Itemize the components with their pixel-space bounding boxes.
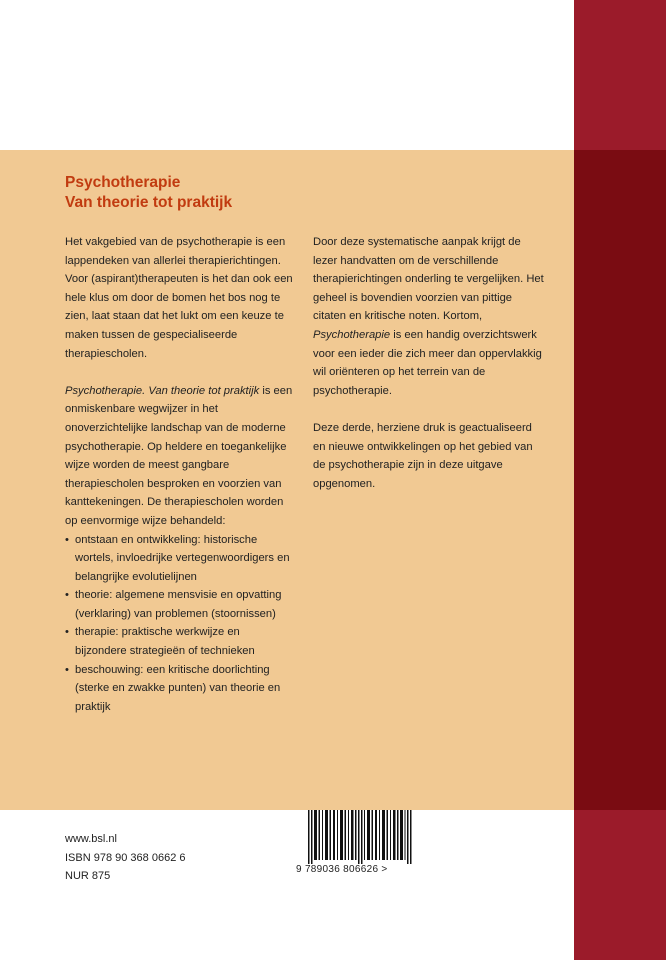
- top-white-area: [0, 0, 574, 150]
- spine-stripe-top: [574, 0, 666, 150]
- approach-paragraph: [313, 233, 545, 400]
- nur-text: NUR 875: [65, 870, 111, 883]
- list-item: [65, 586, 293, 623]
- publisher-info: [65, 830, 185, 886]
- bullet-icon: •: [65, 589, 69, 602]
- barcode-number: 9 789036 806626 >: [296, 864, 388, 875]
- bullet-icon: •: [65, 626, 69, 639]
- isbn-text: ISBN 978 90 368 0662 6: [65, 851, 186, 864]
- list-item-text: ontstaan en ontwikkeling: historische wortels, invloedrijke vertegenwoordigers en belangrijke evolutielijnen: [75, 533, 290, 583]
- description-title-italic: Psychotherapie. Van theorie tot praktijk: [65, 384, 260, 397]
- list-item: [65, 623, 293, 660]
- approach-title-italic: Psychotherapie: [313, 328, 391, 341]
- list-item-text: theorie: algemene mensvisie en opvatting (verklaring) van problemen (stoornissen): [75, 589, 282, 620]
- list-item-text: beschouwing: een kritische doorlichting (sterke en zwakke punten) van theorie en praktijk: [75, 663, 281, 713]
- right-column: [313, 233, 545, 493]
- approach-text-start: Door deze systematische aanpak krijgt de lezer handvatten om de verschillende therapierichtingen onderling te vergelijken. Het geheel is bovendien voorzien van pittige citaten en kritische noten. Kortom,: [313, 236, 544, 323]
- book-subtitle: Van theorie tot praktijk: [65, 194, 233, 211]
- book-title: Psychotherapie: [65, 174, 181, 191]
- edition-paragraph: Deze derde, herziene druk is geactualiseerd en nieuwe ontwikkelingen op het gebied van de psychotherapie zijn in deze uitgave opgenomen.: [313, 421, 533, 490]
- list-item: [65, 661, 293, 717]
- website-link[interactable]: www.bsl.nl: [65, 833, 117, 845]
- list-item: [65, 531, 293, 587]
- intro-paragraph: Het vakgebied van de psychotherapie is een lappendeken van allerlei therapierichtingen. Voor (aspirant)therapeuten is het dan ook een hele klus om door de bomen het bos nog te zien, laat staan dat het lukt om een keuze te maken tussen de gespecialiseerde therapiescholen.: [65, 236, 293, 360]
- description-paragraph: [65, 382, 293, 531]
- topics-list: [65, 531, 293, 717]
- description-text: is een onmiskenbare wegwijzer in het onoverzichtelijke landschap van de moderne psychotherapie. Op heldere en toegankelijke wijze worden de meest gangbare therapiescholen besproken en voorzien van kanttekeningen. De therapiescholen worden op eenvormige wijze behandeld:: [65, 384, 293, 527]
- bullet-icon: •: [65, 663, 69, 676]
- approach-text-end: is een handig overzichtswerk voor een ieder die zich meer dan oppervlakkig wil oriënteren op het terrein van de psychotherapie.: [313, 328, 542, 397]
- list-item-text: therapie: praktische werkwijze en bijzondere strategieën of technieken: [75, 626, 255, 658]
- spine-stripe-bottom: [574, 810, 666, 960]
- bullet-icon: •: [65, 533, 69, 546]
- spine-stripe-middle: [574, 150, 666, 810]
- left-column: [65, 233, 293, 716]
